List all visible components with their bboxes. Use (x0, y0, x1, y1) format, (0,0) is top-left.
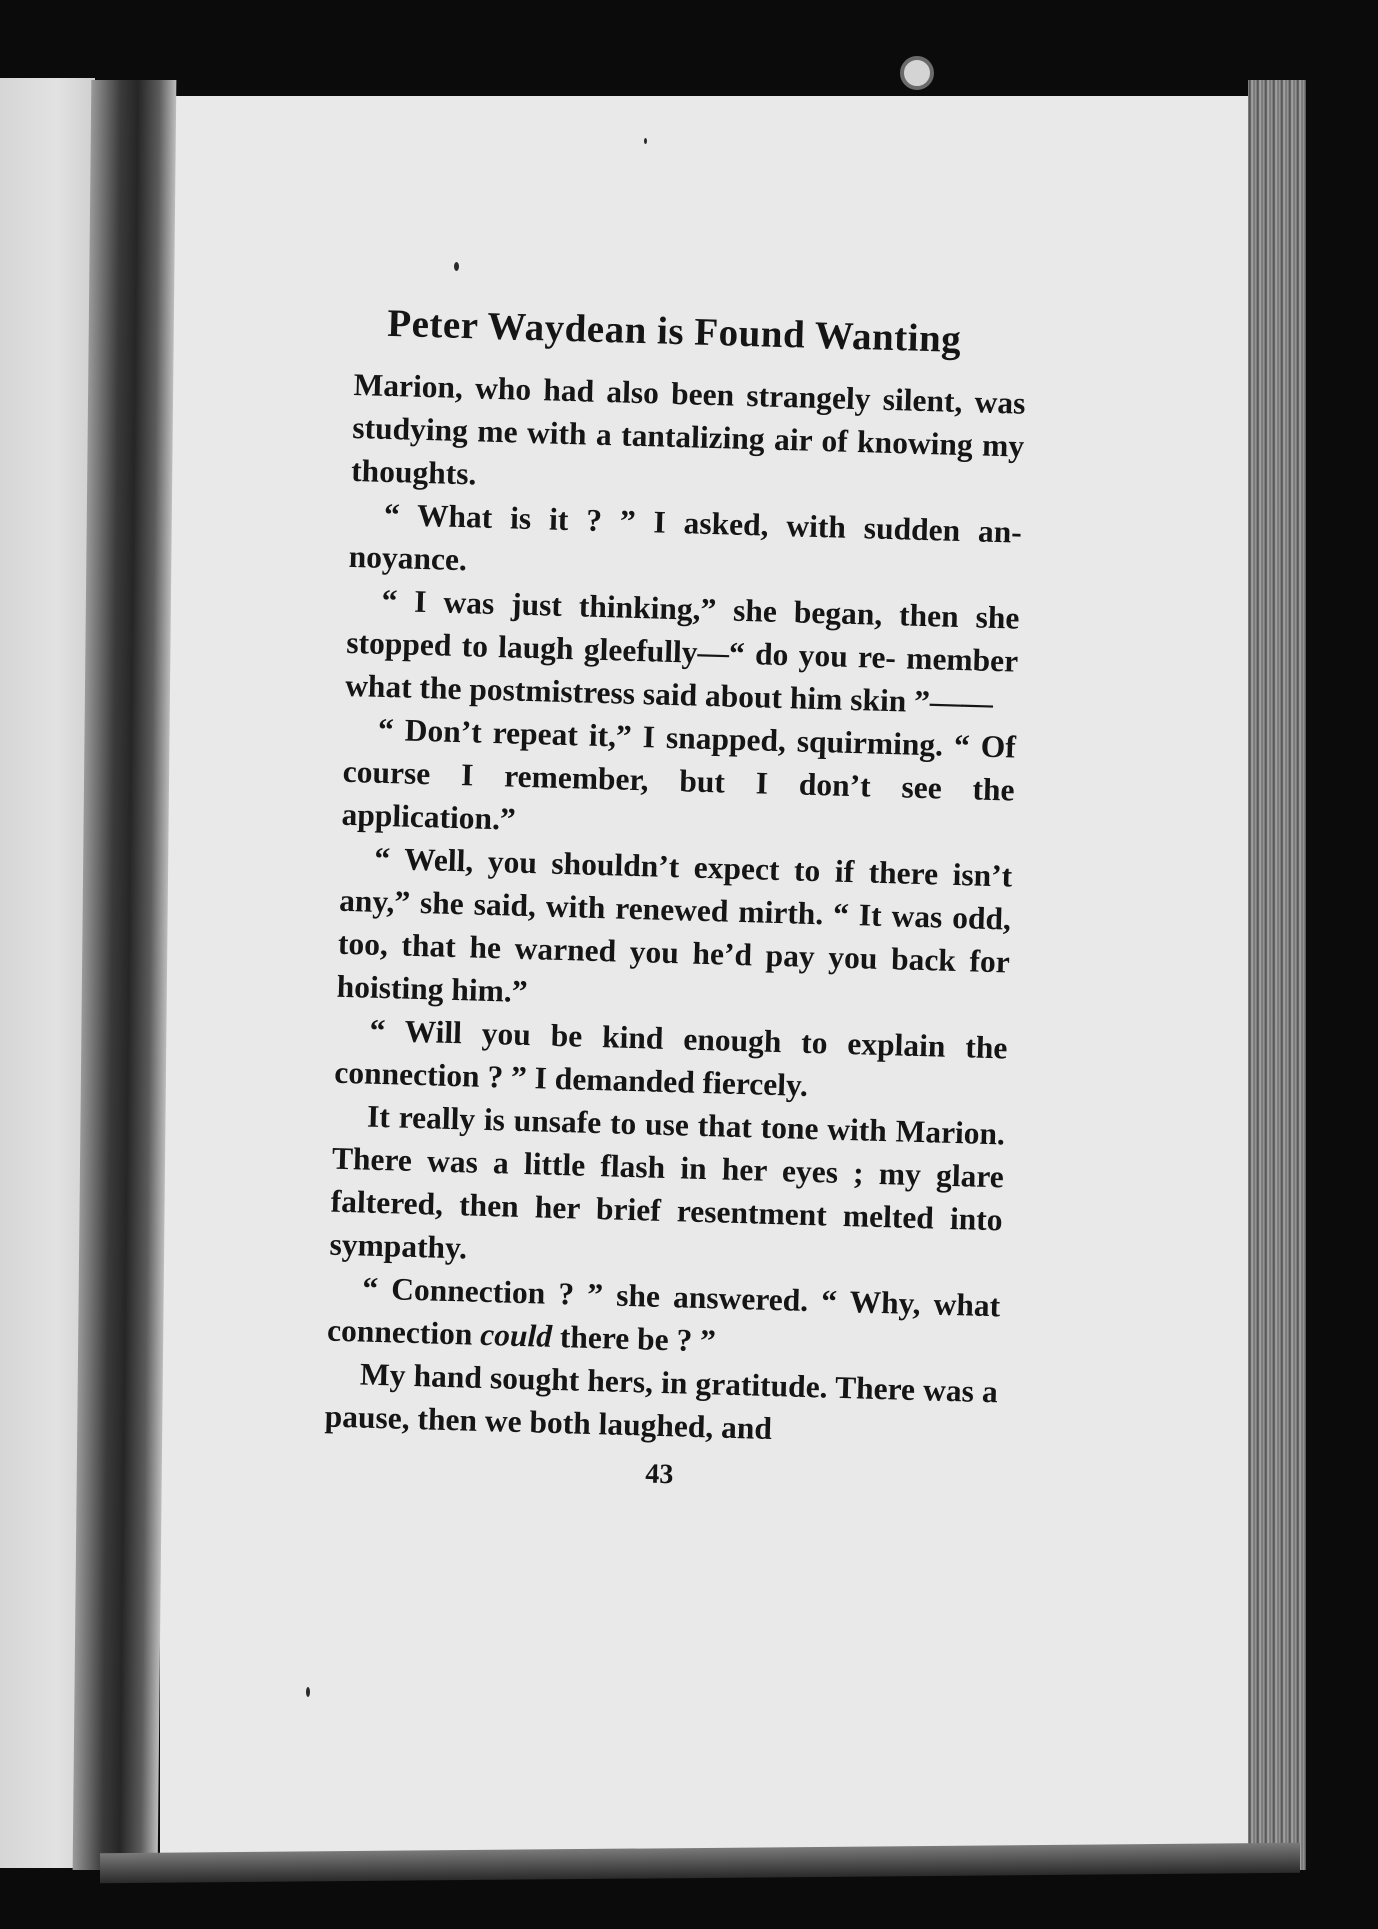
ink-speck (454, 262, 459, 271)
paragraph: “ What is it ? ” I asked, with sudden an- noyance. (348, 496, 1023, 578)
italic-word: could (479, 1316, 553, 1354)
ink-speck (644, 138, 647, 144)
scan-artifact (900, 56, 934, 90)
paragraph: Marion, who had also been strangely silent, was studying me with a tantalizing air of knowing my thoughts. (350, 366, 1026, 492)
running-head: Peter Waydean is Found Wanting (386, 301, 962, 361)
paragraph: “ Don’t repeat it,” I snapped, squirming. “ Of course I remember, but I don’t see the application.” (341, 711, 1017, 837)
page-number: 43 (644, 1458, 674, 1491)
page-edge-stack (1248, 80, 1306, 1870)
ink-speck (306, 1687, 310, 1697)
paragraph: “ Well, you shouldn’t expect to if there isn’t any,” she said, with renewed mirth. “ It was odd, too, that he warned you he’d pay you back for hoisting him.” (336, 840, 1013, 1010)
paragraph: My hand sought hers, in gratitude. There was a pause, then we both laughed, and (324, 1356, 999, 1447)
paragraph-text: there be ? ” (551, 1318, 717, 1359)
paragraph: It really is unsafe to use that tone with Marion. There was a little flash in her eyes ; my glare faltered, then her brief resentment melted into sympathy. (329, 1098, 1006, 1266)
paragraph-text: “ Connection ? ” she answered. “ Why, what connection (326, 1270, 1001, 1352)
paragraph: “ I was just thinking,” she began, then she stopped to laugh gleefully—“ do you re- member what the postmistress said about him skin ”—— (344, 582, 1020, 721)
page-text-block (323, 300, 1028, 1500)
paragraph: “ Will you be kind enough to explain the connection ? ” I demanded fiercely. (333, 1012, 1008, 1103)
